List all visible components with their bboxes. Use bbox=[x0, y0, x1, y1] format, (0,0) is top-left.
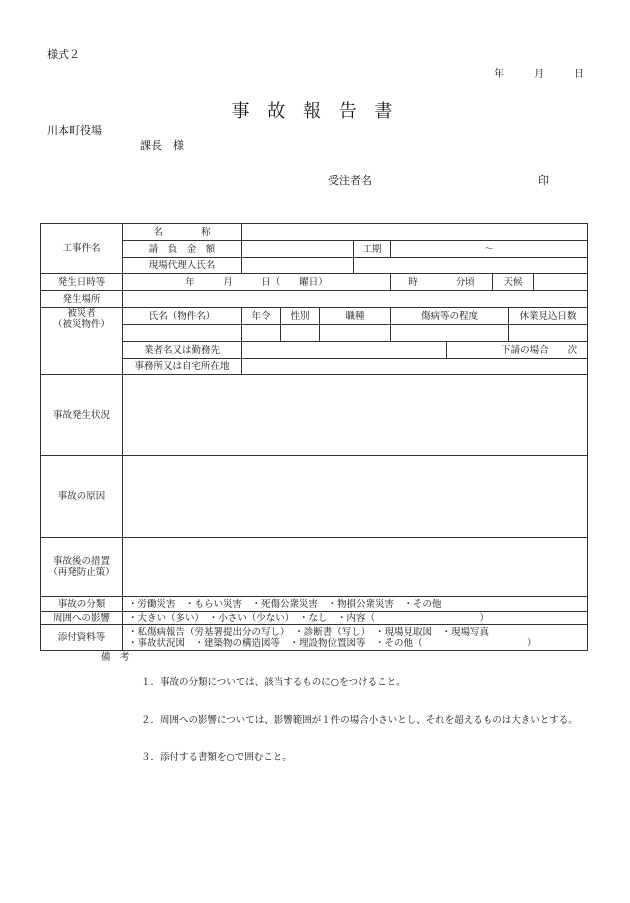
measures-label: 事故後の措置 （再発防止策） bbox=[41, 538, 123, 597]
cause-label: 事故の原因 bbox=[41, 456, 123, 538]
note-item: ３．添付する書類を○で囲むこと。 bbox=[141, 752, 292, 763]
subcontract-field[interactable]: 下請の場合 次 bbox=[447, 342, 588, 359]
weather-field[interactable] bbox=[534, 274, 588, 291]
contract-amount-field[interactable] bbox=[242, 241, 354, 258]
page-title: 事 故 報 告 書 bbox=[231, 101, 399, 122]
victim-header-days-off: 休業見込日数 bbox=[509, 308, 588, 325]
address-label: 事務所又は自宅所在地 bbox=[123, 359, 242, 375]
agent-extra-field[interactable] bbox=[354, 258, 588, 274]
time-field[interactable]: 時 分頃 bbox=[391, 274, 493, 291]
measures-field[interactable] bbox=[123, 538, 588, 597]
category-options[interactable]: ・労働災害 ・もらい災害 ・死傷公衆災害 ・物損公衆災害 ・その他 bbox=[123, 597, 588, 612]
cause-field[interactable] bbox=[123, 456, 588, 538]
agent-label: 現場代理人氏名 bbox=[123, 258, 242, 274]
period-label: 工期 bbox=[354, 241, 391, 258]
victim-header-sex: 性別 bbox=[281, 308, 320, 325]
situation-label: 事故発生状況 bbox=[41, 375, 123, 456]
victim-job-field[interactable] bbox=[320, 325, 391, 342]
addressee-title: 課長 様 bbox=[140, 139, 184, 152]
address-field[interactable] bbox=[242, 359, 588, 375]
project-label: 工事件名 bbox=[41, 224, 123, 274]
date-field[interactable]: 年 月 日（ 曜日） bbox=[123, 274, 391, 291]
attachments-options[interactable] bbox=[123, 625, 588, 651]
seal-label: 印 bbox=[538, 174, 549, 187]
period-field[interactable]: ～ bbox=[391, 241, 588, 258]
victim-label: 被災者 （被災物件） bbox=[41, 308, 123, 375]
victim-header-name: 氏名（物件名） bbox=[123, 308, 242, 325]
accident-report-table bbox=[40, 223, 588, 651]
victim-header-age: 年令 bbox=[242, 308, 281, 325]
victim-injury-field[interactable] bbox=[391, 325, 509, 342]
victim-days-off-field[interactable] bbox=[509, 325, 588, 342]
agent-field[interactable] bbox=[242, 258, 354, 274]
notes-label: 備 考 bbox=[101, 652, 130, 663]
note-item: ２．周囲への影響については、影響範囲が１件の場合小さいとし、それを超えるものは大きいとする。 bbox=[141, 714, 578, 726]
datetime-label: 発生日時等 bbox=[41, 274, 123, 291]
attachments-line-2: ・事故状況図 ・建築物の構造図等 ・埋設物位置図等 ・その他（ ） bbox=[128, 637, 537, 649]
attachments-line-1: ・私傷病報告（労基署提出分の写し） ・診断書（写し） ・現場見取図 ・現場写真 bbox=[128, 626, 490, 638]
victim-name-field[interactable] bbox=[123, 325, 242, 342]
impact-label: 周囲への影響 bbox=[41, 612, 123, 625]
victim-header-injury: 傷病等の程度 bbox=[391, 308, 509, 325]
impact-options[interactable]: ・大きい（多い） ・小さい（少ない） ・なし ・内容（ ） bbox=[123, 612, 588, 625]
attachments-label: 添付資料等 bbox=[41, 625, 123, 651]
situation-field[interactable] bbox=[123, 375, 588, 456]
name-field[interactable] bbox=[242, 224, 588, 241]
category-label: 事故の分類 bbox=[41, 597, 123, 612]
name-label: 名 称 bbox=[123, 224, 242, 241]
weather-label: 天候 bbox=[493, 274, 534, 291]
note-item: １．事故の分類については、該当するものに○をつけること。 bbox=[141, 677, 406, 688]
employer-field[interactable] bbox=[242, 342, 447, 359]
addressee-org: 川本町役場 bbox=[47, 124, 102, 137]
place-field[interactable] bbox=[123, 291, 588, 308]
victim-sex-field[interactable] bbox=[281, 325, 320, 342]
contract-amount-label: 請 負 金 額 bbox=[123, 241, 242, 258]
victim-header-job: 職種 bbox=[320, 308, 391, 325]
date-line: 年 月 日 bbox=[494, 69, 584, 80]
contractor-label: 受注者名 bbox=[328, 174, 372, 187]
victim-age-field[interactable] bbox=[242, 325, 281, 342]
form-number: 様式２ bbox=[47, 48, 80, 61]
employer-label: 業者名又は勤務先 bbox=[123, 342, 242, 359]
place-label: 発生場所 bbox=[41, 291, 123, 308]
